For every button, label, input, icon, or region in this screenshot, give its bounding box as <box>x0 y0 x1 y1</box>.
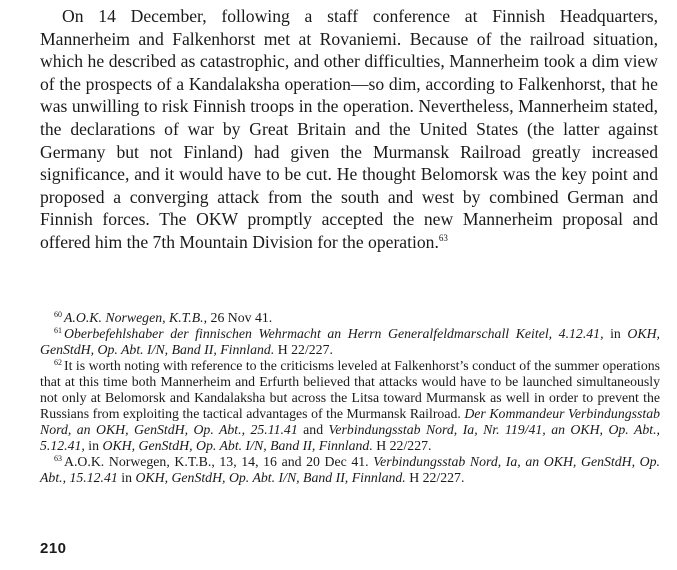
paragraph-text: On 14 December, following a staff conference at Finnish Headquarters, Mannerheim and Falkenhorst met at Rovaniemi. Because of the railroad situation, which he described as catastrophic, and other difficulties, Mannerheim took a dim view of the prospects of a Kandalaksha operation—so dim, according to Falkenhorst, that he was unwilling to risk Finnish troops in the operation. Nevertheless, Mannerheim stated, the declarations of war by Great Britain and the United States (the latter against Germany but not Finland) had given the Murmansk Railroad greatly increased significance, and it would have to be cut. He thought Belomorsk was the key point and proposed a converging attack from the south and west by combined German and Finnish forces. The OKW promptly accepted the new Mannerheim proposal and offered him the 7th Mountain Division for the operation. <box>40 6 658 252</box>
footnote-text: , 26 Nov 41. <box>203 310 273 325</box>
footnote-62 <box>40 358 660 454</box>
footnote-number: 62 <box>54 358 62 367</box>
body-text <box>40 5 658 254</box>
footnote-text: in <box>603 326 628 341</box>
footnote-number: 60 <box>54 310 62 319</box>
footnote-text: in <box>84 438 103 453</box>
footnote-marker: 63 <box>438 232 448 243</box>
footnotes <box>40 310 660 486</box>
footnote-text: It is worth noting with reference to the criticisms leveled at Falkenhorst’s conduct of the summer operations that at this time both Mannerheim and Erfurth believed that attacks would have to be launched simultaneously not only at Belomorsk and Kandalaksha but across the Litsa toward Murmansk as well in order to prevent the Russians from exploiting the tactical advantages of the Murmansk Railroad. <box>40 358 660 421</box>
footnote-61 <box>40 326 660 358</box>
footnote-63 <box>40 454 660 486</box>
citation-italic: Der Kommandeur Verbindungsstab Nord, an OKH, GenStdH, Op. Abt., 25.11.41 <box>40 406 660 437</box>
citation-italic: Oberbefehlshaber der finnischen Wehrmacht an Herrn Generalfeldmarschall Keitel, 4.12.41, <box>64 326 604 341</box>
footnote-text: A.O.K. Norwegen, K.T.B., 13, 14, 16 and 20 Dec 41. <box>64 454 374 469</box>
footnote-number: 61 <box>54 326 62 335</box>
footnote-number: 63 <box>54 454 62 463</box>
footnote-text: in <box>117 470 136 485</box>
citation-italic: OKH, GenStdH, Op. Abt. I/N, Band II, Finnland. <box>40 326 660 357</box>
citation-italic: Verbindungsstab Nord, Ia, Nr. 119/41, an OKH, Op. Abt., 5.12.41, <box>40 422 660 453</box>
citation-italic: A.O.K. Norwegen, K.T.B. <box>64 310 204 325</box>
citation-italic: OKH, GenStdH, Op. Abt. I/N, Band II, Finnland. <box>135 470 406 485</box>
footnote-60 <box>40 310 660 326</box>
footnote-text: and <box>297 422 329 437</box>
citation-italic: Verbindungsstab Nord, Ia, an OKH, GenStdH, Op. Abt., 15.12.41 <box>40 454 660 485</box>
footnote-text: H 22/227. <box>405 470 465 485</box>
page-number: 210 <box>40 540 67 557</box>
citation-italic: OKH, GenStdH, Op. Abt. I/N, Band II, Finnland. <box>102 438 373 453</box>
footnote-text: H 22/227. <box>372 438 432 453</box>
body-paragraph <box>40 5 658 254</box>
footnote-text: H 22/227. <box>274 342 333 357</box>
